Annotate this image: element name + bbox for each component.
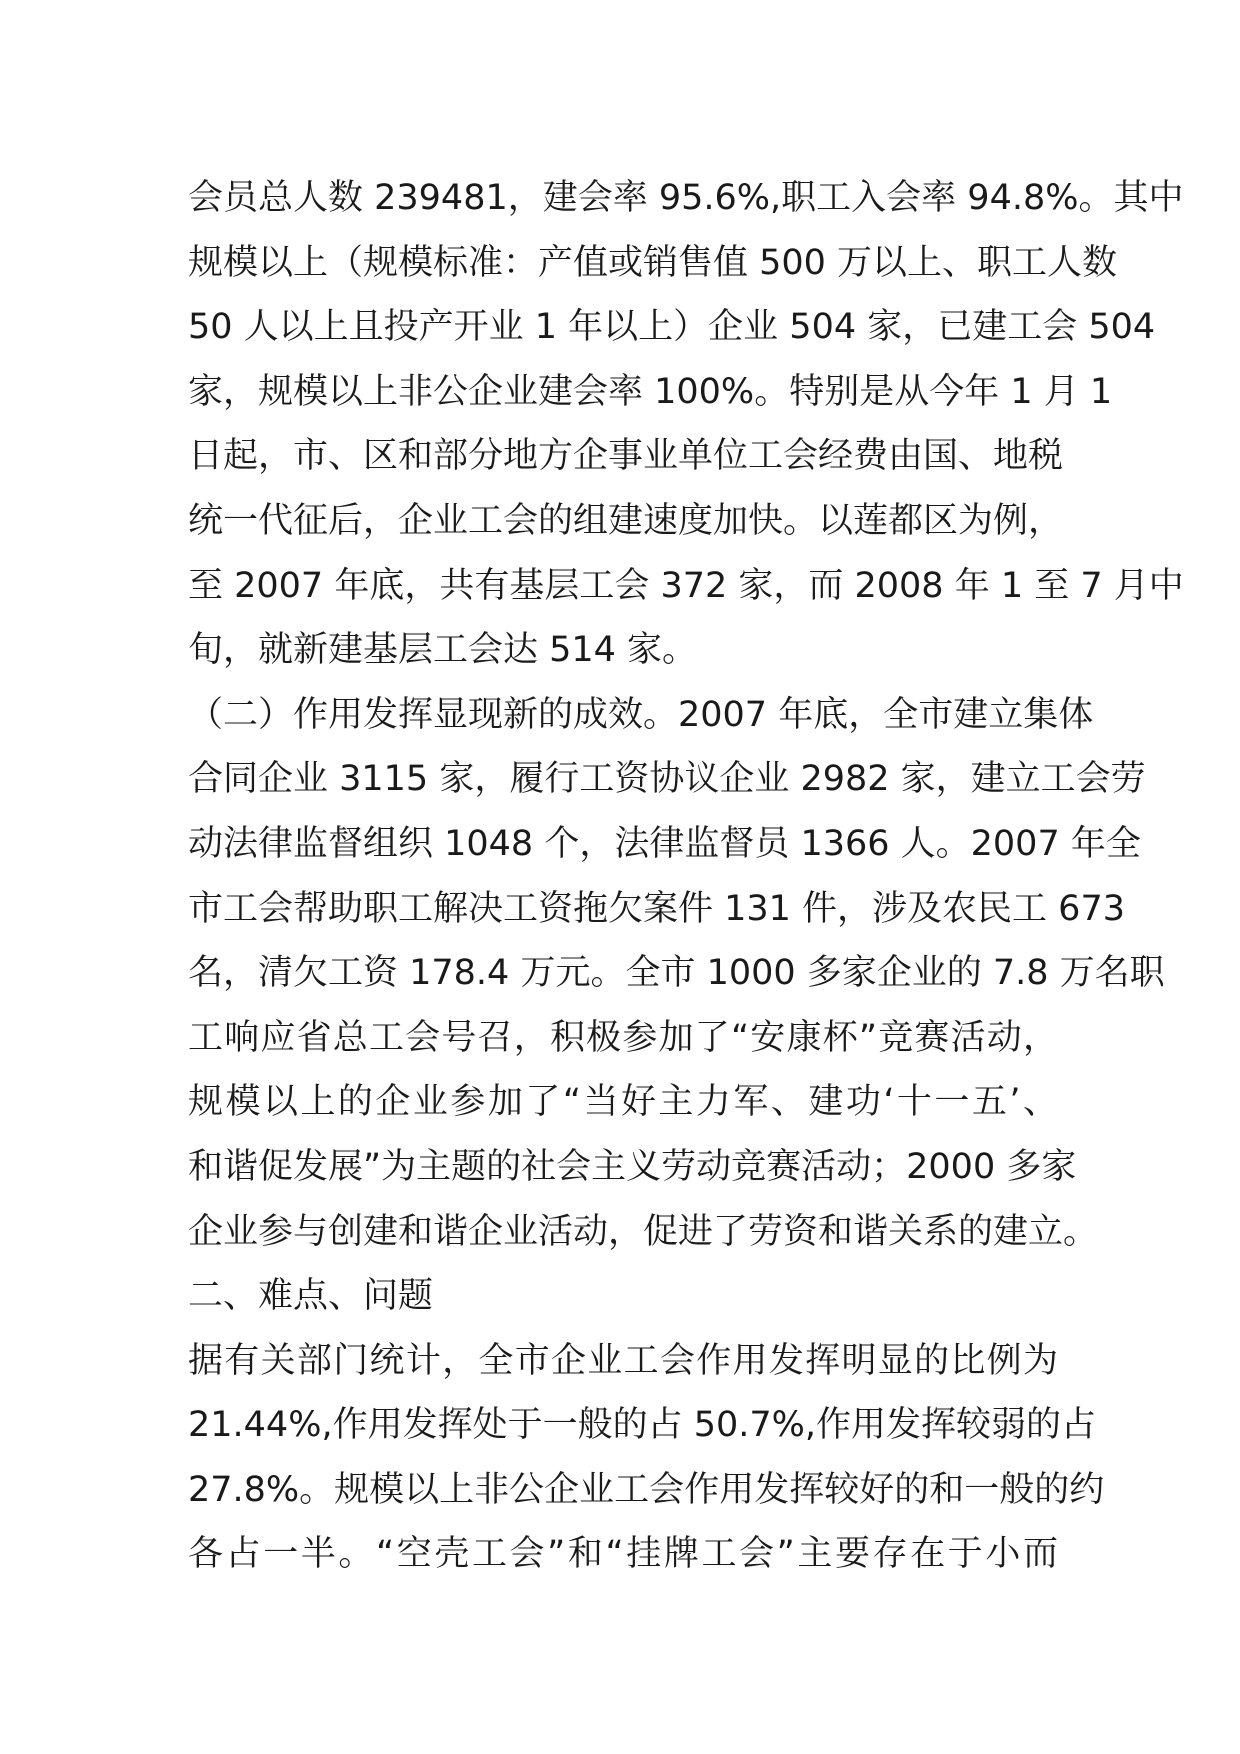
text-line: 规模以上的企业参加了“当好主力军、建功‘十一五’、 bbox=[188, 1082, 1058, 1123]
text-line: 至 2007 年底，共有基层工会 372 家，而 2008 年 1 至 7 月中 bbox=[188, 565, 1184, 606]
text-line: 和谐促发展”为主题的社会主义劳动竞赛活动；2000 多家 bbox=[188, 1146, 1077, 1187]
text-line: 规模以上（规模标准：产值或销售值 500 万以上、职工人数 bbox=[188, 242, 1118, 283]
text-line: 市工会帮助职工解决工资拖欠案件 131 件，涉及农民工 673 bbox=[188, 888, 1125, 929]
text-line: 企业参与创建和谐企业活动，促进了劳资和谐关系的建立。 bbox=[188, 1211, 1099, 1252]
text-line: 统一代征后，企业工会的组建速度加快。以莲都区为例， bbox=[188, 500, 1064, 541]
text-line: 工响应省总工会号召，积极参加了“安康杯”竞赛活动， bbox=[188, 1017, 1058, 1058]
text-line: 动法律监督组织 1048 个，法律监督员 1366 人。2007 年全 bbox=[188, 823, 1141, 864]
text-line: 名，清欠工资 178.4 万元。全市 1000 多家企业的 7.8 万名职 bbox=[188, 953, 1165, 994]
text-line: 据有关部门统计，全市企业工会作用发挥明显的比例为 bbox=[188, 1340, 1058, 1381]
text-line: 21.44%,作用发挥处于一般的占 50.7%,作用发挥较弱的占 bbox=[188, 1405, 1097, 1446]
text-line: 50 人以上且投产开业 1 年以上）企业 504 家，已建工会 504 bbox=[188, 307, 1156, 348]
text-line: 会员总人数 239481，建会率 95.6%,职工入会率 94.8%。其中 bbox=[188, 178, 1184, 218]
text-line: 旬，就新建基层工会达 514 家。 bbox=[188, 630, 698, 671]
text-line: （二）作用发挥显现新的成效。2007 年底，全市建立集体 bbox=[188, 694, 1094, 735]
text-line: 27.8%。规模以上非公企业工会作用发挥较好的和一般的约 bbox=[188, 1469, 1105, 1510]
body-text bbox=[188, 166, 1184, 1587]
text-line: 合同企业 3115 家，履行工资协议企业 2982 家，建立工会劳 bbox=[188, 759, 1146, 800]
text-line: 日起，市、区和部分地方企事业单位工会经费由国、地税 bbox=[188, 436, 1064, 477]
text-line: 家，规模以上非公企业建会率 100%。特别是从今年 1 月 1 bbox=[188, 371, 1113, 412]
text-line: 各占一半。“空壳工会”和“挂牌工会”主要存在于小而 bbox=[188, 1534, 1058, 1575]
section-heading: 二、难点、问题 bbox=[188, 1276, 434, 1317]
